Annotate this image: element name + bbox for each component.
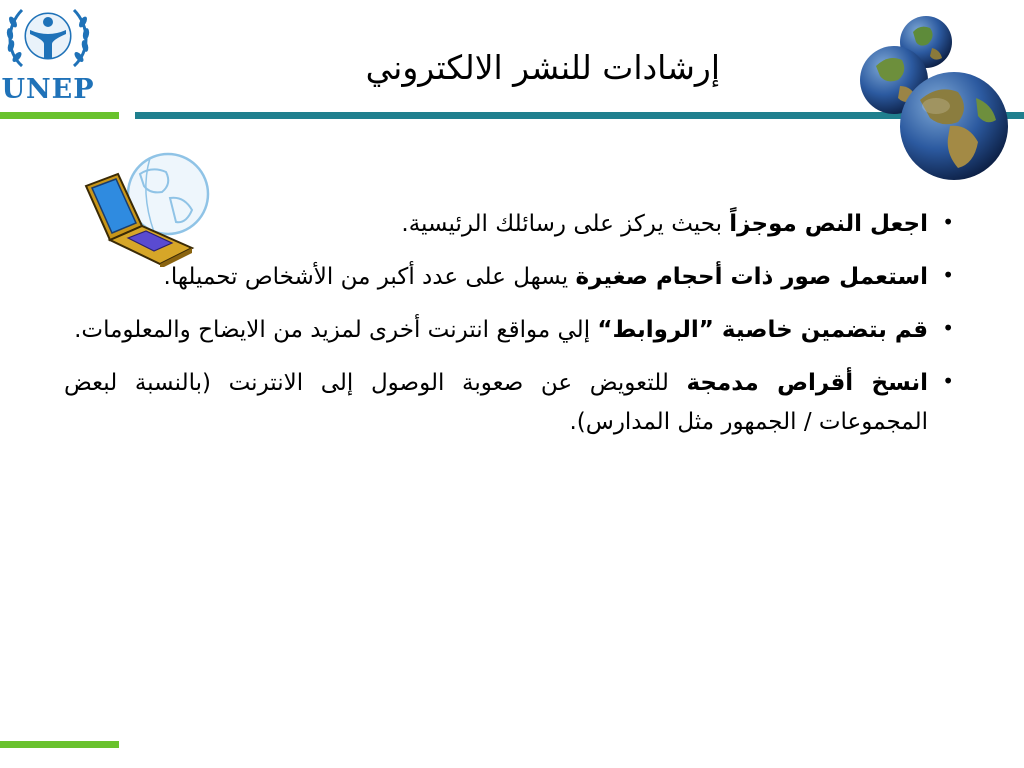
bullet-bold-text: قم بتضمين خاصية ”الروابط“	[597, 317, 928, 344]
bullet-text: للتعويض عن صعوبة الوصول إلى الانترنت (بالنسبة لبعض المجموعات / الجمهور مثل المدارس).	[64, 370, 928, 436]
footer-rule-green	[0, 741, 119, 748]
bullet-bold-text: استعمل صور ذات أحجام صغيرة	[575, 264, 928, 291]
globes-image	[858, 14, 1008, 184]
unep-logo	[0, 0, 96, 108]
unep-logo-text: UNEP	[1, 74, 95, 105]
bullet-item	[64, 311, 954, 350]
bullet-item	[64, 205, 954, 244]
bullet-bold-text: انسخ أقراص مدمجة	[686, 370, 928, 397]
bullet-marker: •	[942, 263, 954, 288]
unep-logo-icon	[0, 0, 96, 80]
bullet-item	[64, 258, 954, 297]
bullet-marker: •	[942, 210, 954, 234]
bullet-item	[64, 364, 954, 442]
globes-icon	[858, 14, 1008, 184]
bullet-text: يسهل على عدد أكبر من الأشخاص تحميلها.	[163, 264, 576, 291]
bullet-text: إلي مواقع انترنت أخرى لمزيد من الايضاح والمعلومات.	[74, 317, 598, 344]
header-rule-green	[0, 112, 119, 119]
slide-title: إرشادات للنشر الالكتروني	[365, 48, 720, 87]
bullet-text: بحيث يركز على رسائلك الرئيسية.	[401, 211, 730, 237]
bullet-bold-text: اجعل النص موجزاً	[729, 211, 928, 237]
bullet-marker: •	[942, 316, 954, 341]
bullet-list	[64, 205, 954, 456]
bullet-marker: •	[942, 369, 954, 394]
